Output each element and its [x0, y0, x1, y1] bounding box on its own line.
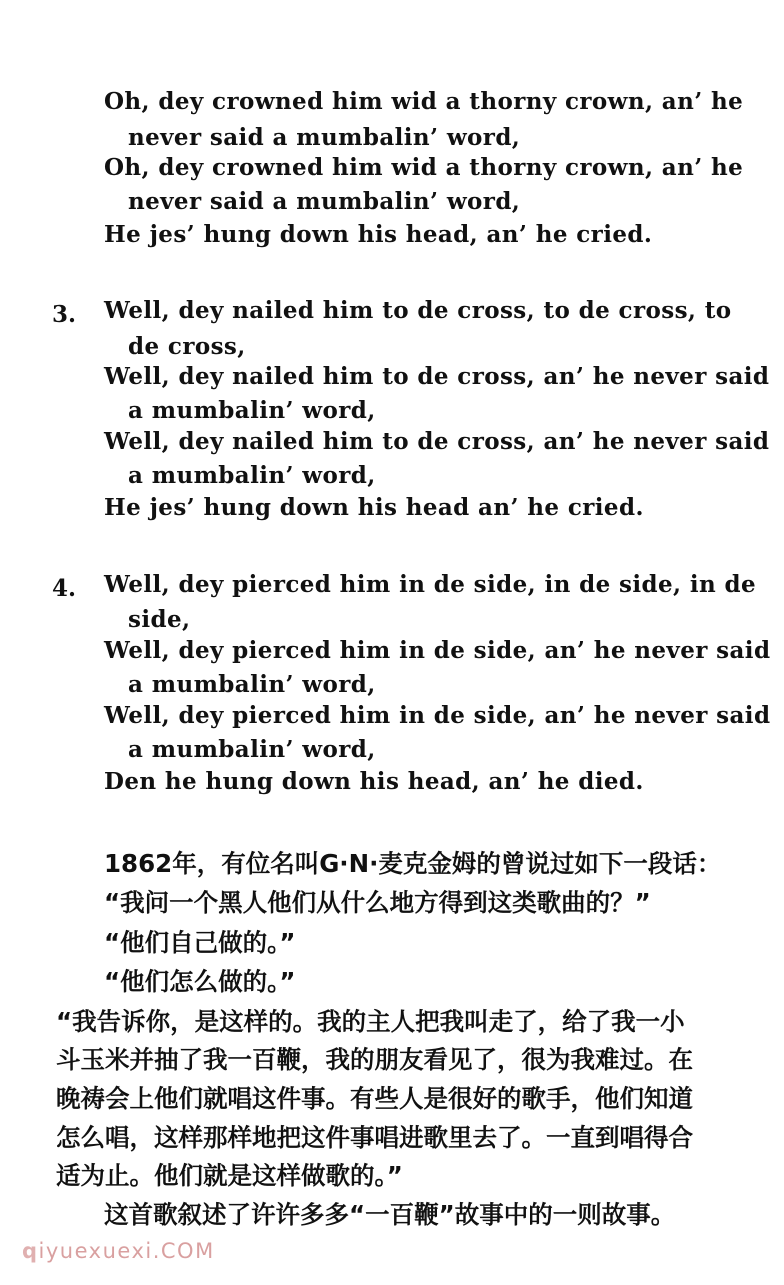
lyric-line: a mumbalin’ word,: [128, 397, 376, 424]
lyric-line: de cross,: [128, 333, 246, 360]
commentary-line: “我问一个黑人他们从什么地方得到这类歌曲的？”: [104, 888, 651, 917]
commentary-line: “他们自己做的。”: [104, 928, 296, 957]
lyric-line: Well, dey nailed him to de cross, an’ he never said: [104, 428, 770, 455]
commentary-line: “我告诉你，是这样的。我的主人把我叫走了，给了我一小: [56, 1007, 685, 1036]
lyric-line: Oh, dey crowned him wid a thorny crown, an’ he: [104, 88, 744, 115]
lyric-line: Den he hung down his head, an’ he died.: [104, 768, 644, 795]
lyric-line: Oh, dey crowned him wid a thorny crown, an’ he: [104, 154, 744, 181]
commentary-line: 适为止。他们就是这样做歌的。”: [56, 1161, 403, 1190]
commentary-line: 这首歌叙述了许许多多“一百鞭”故事中的一则故事。: [104, 1200, 676, 1229]
lyric-line: Well, dey pierced him in de side, an’ he never said: [104, 637, 771, 664]
watermark-q: q: [22, 1239, 39, 1263]
commentary-line: “他们怎么做的。”: [104, 967, 296, 996]
verse-number: 3.: [52, 301, 77, 328]
lyric-line: a mumbalin’ word,: [128, 462, 376, 489]
lyric-line: a mumbalin’ word,: [128, 671, 376, 698]
watermark-text: iyuexuexi.COM: [38, 1239, 215, 1263]
lyric-line: He jes’ hung down his head an’ he cried.: [104, 494, 644, 521]
verse-number: 4.: [52, 575, 77, 602]
lyric-line: Well, dey nailed him to de cross, an’ he never said: [104, 363, 770, 390]
commentary-line: 晚祷会上他们就唱这件事。有些人是很好的歌手，他们知道: [56, 1084, 693, 1113]
lyric-line: side,: [128, 606, 191, 633]
lyric-line: never said a mumbalin’ word,: [128, 124, 521, 151]
lyric-line: a mumbalin’ word,: [128, 736, 376, 763]
lyric-line: Well, dey pierced him in de side, in de side, in de: [104, 571, 757, 598]
commentary-line: 1862年，有位名叫G·N·麦克金姆的曾说过如下一段话：: [104, 849, 722, 878]
commentary-line: 怎么唱，这样那样地把这件事唱进歌里去了。一直到唱得合: [56, 1123, 693, 1152]
lyric-line: He jes’ hung down his head, an’ he cried.: [104, 221, 653, 248]
lyric-line: never said a mumbalin’ word,: [128, 188, 521, 215]
lyric-line: Well, dey nailed him to de cross, to de cross, to: [104, 297, 732, 324]
lyric-line: Well, dey pierced him in de side, an’ he never said: [104, 702, 771, 729]
commentary-line: 斗玉米并抽了我一百鞭，我的朋友看见了，很为我难过。在: [56, 1045, 693, 1074]
site-watermark: [22, 1239, 215, 1263]
